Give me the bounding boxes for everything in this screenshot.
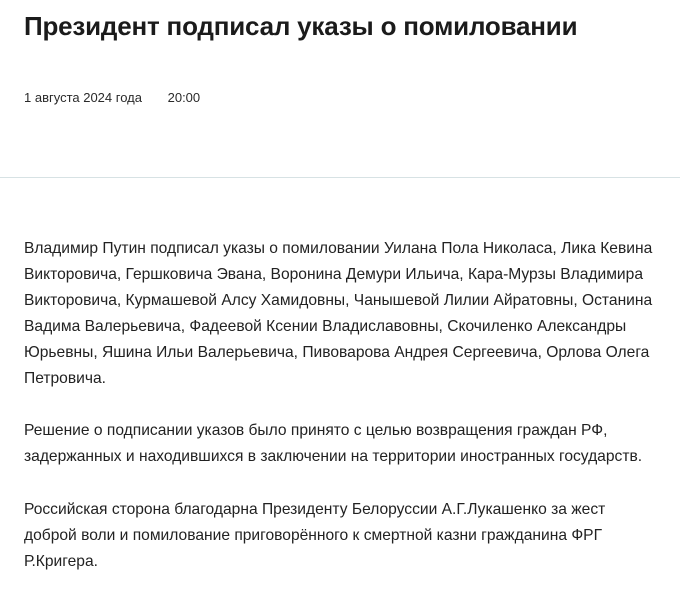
article-body bbox=[24, 236, 660, 601]
article-paragraph: Решение о подписании указов было принято с целью возвращения граждан РФ, задержанных и находившихся в заключении на территории иностранных государств. bbox=[24, 422, 643, 465]
page-title: Президент подписал указы о помиловании bbox=[24, 11, 578, 41]
publication-time: 20:00 bbox=[167, 90, 201, 105]
publication-date: 1 августа 2024 года bbox=[24, 90, 142, 105]
article-meta bbox=[24, 90, 200, 106]
article-paragraph: Российская сторона благодарна Президенту Белоруссии А.Г.Лукашенко за жест доброй воли и помилование приговорённого к смертной казни гражданина ФРГ Р.Кригера. bbox=[24, 501, 606, 570]
article-paragraph: Владимир Путин подписал указы о помиловании Уилана Пола Николаса, Лика Кевина Викторовича, Гершковича Эвана, Воронина Демури Ильича, Кара-Мурзы Владимира Викторовича, Курмашевой Алсу Хамидовны, Чанышевой Лилии Айратовны, Останина Вадима Валерьевича, Фадеевой Ксении Владиславовны, Скочиленко Александры Юрьевны, Яшина Ильи Валерьевича, Пивоварова Андрея Сергеевича, Орлова Олега Петровича. bbox=[24, 240, 653, 387]
article-header bbox=[0, 0, 680, 178]
